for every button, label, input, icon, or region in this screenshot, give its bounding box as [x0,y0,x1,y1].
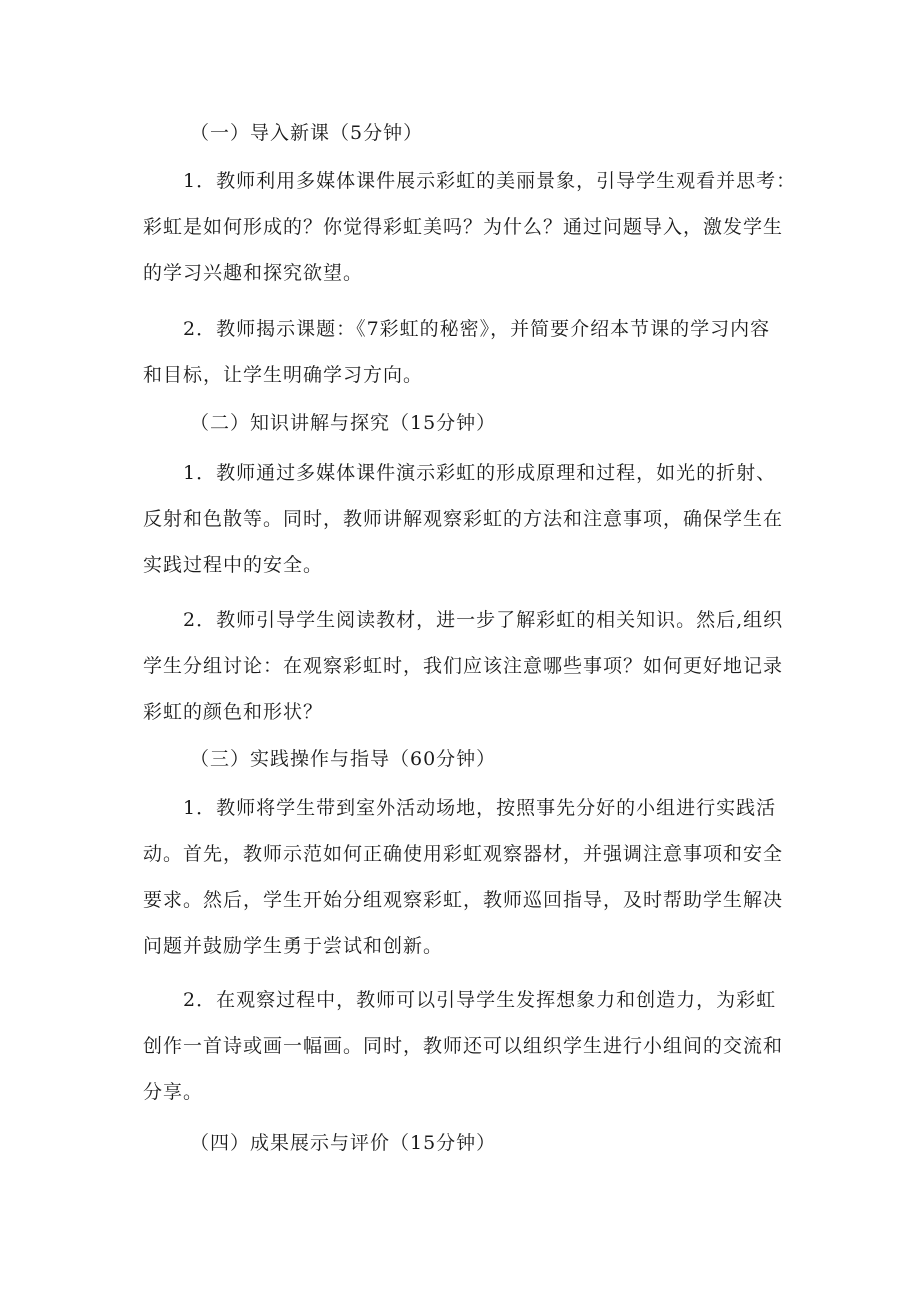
paragraph-line: 1．教师通过多媒体课件演示彩虹的形成原理和过程，如光的折射、 [183,462,777,484]
paragraph-3-2 [143,977,803,1115]
paragraph-line: 和目标，让学生明确学习方向。 [143,364,424,386]
paragraph-line: 的学习兴趣和探究欲望。 [143,262,364,284]
paragraph-line: 2．在观察过程中，教师可以引导学生发挥想象力和创造力，为彩虹 [183,989,777,1011]
paragraph-line: 动。首先，教师示范如何正确使用彩虹观察器材，并强调注意事项和安全 [143,843,784,865]
paragraph-3-1 [143,785,803,969]
paragraph-line: 要求。然后，学生开始分组观察彩虹，教师巡回指导，及时帮助学生解决 [143,889,784,911]
paragraph-line: 2．教师引导学生阅读教材，进一步了解彩虹的相关知识。然后,组织 [183,609,784,631]
paragraph-line: 分享。 [143,1081,204,1103]
paragraph-2-2 [143,597,803,735]
paragraph-line: 2．教师揭示课题：《7彩虹的秘密》，并简要介绍本节课的学习内容 [183,318,771,340]
paragraph-line: 学生分组讨论：在观察彩虹时，我们应该注意哪些事项？如何更好地记录 [143,655,784,677]
paragraph-line: 问题并鼓励学生勇于尝试和创新。 [143,935,444,957]
paragraph-line: 反射和色散等。同时，教师讲解观察彩虹的方法和注意事项，确保学生在 [143,508,784,530]
paragraph-line: 实践过程中的安全。 [143,554,324,576]
section-heading-2: （二）知识讲解与探究（15分钟） [190,412,497,434]
paragraph-1-2 [143,306,803,398]
section-heading-1: （一）导入新课（5分钟） [190,122,424,144]
section-heading-4: （四）成果展示与评价（15分钟） [190,1132,497,1154]
paragraph-line: 彩虹是如何形成的？你觉得彩虹美吗？为什么？通过问题导入，激发学生 [143,216,784,238]
paragraph-line: 创作一首诗或画一幅画。同时，教师还可以组织学生进行小组间的交流和 [143,1035,784,1057]
paragraph-2-1 [143,450,803,588]
paragraph-1-1 [143,158,803,296]
paragraph-line: 1．教师利用多媒体课件展示彩虹的美丽景象，引导学生观看并思考： [183,170,797,192]
section-heading-3: （三）实践操作与指导（60分钟） [190,748,497,770]
paragraph-line: 彩虹的颜色和形状？ [143,701,324,723]
paragraph-line: 1．教师将学生带到室外活动场地，按照事先分好的小组进行实践活 [183,797,777,819]
